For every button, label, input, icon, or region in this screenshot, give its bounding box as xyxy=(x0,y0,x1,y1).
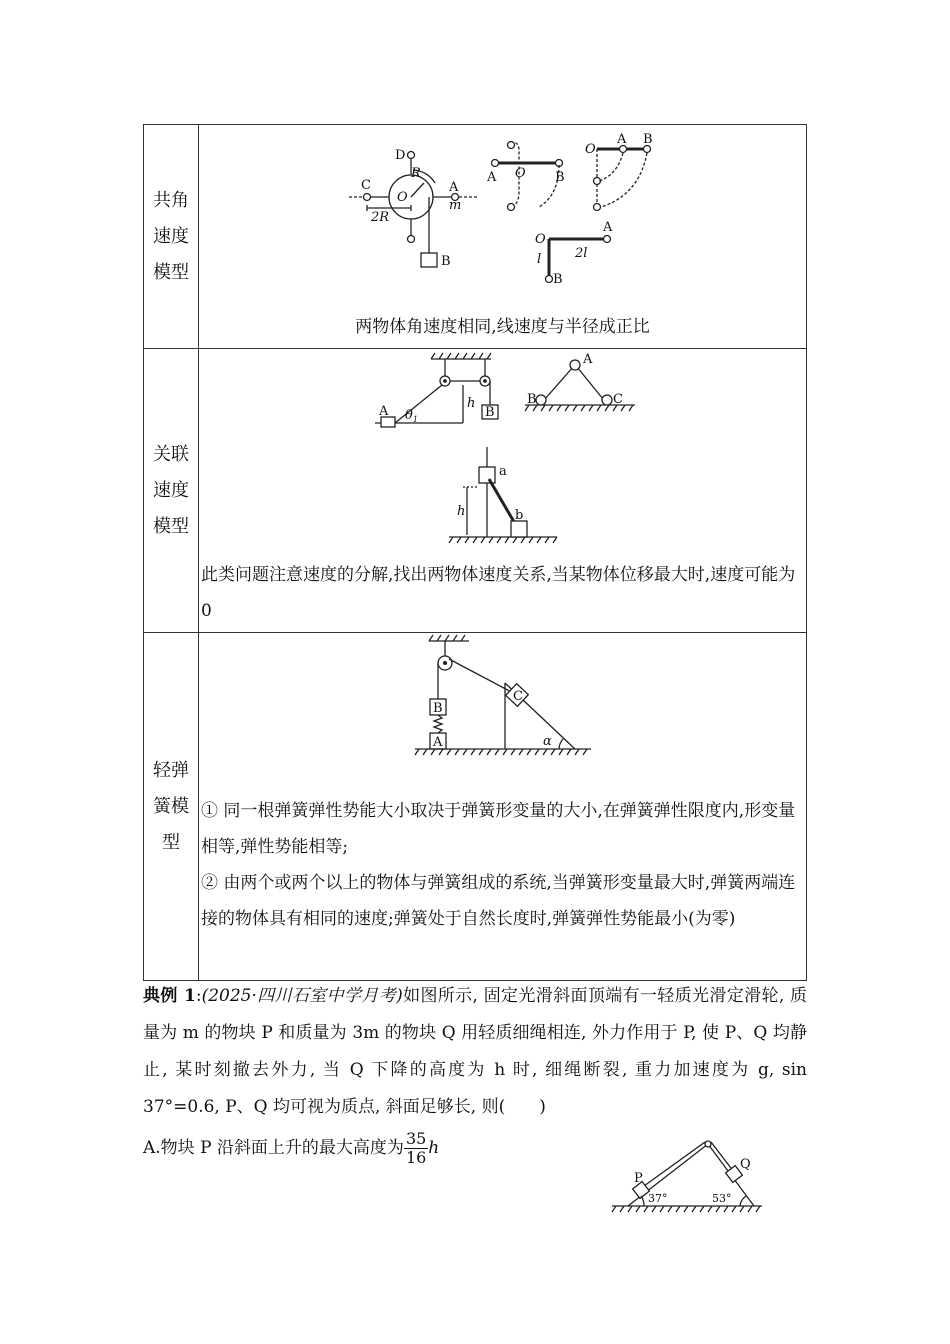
label-b: B xyxy=(643,132,653,147)
label-37: 37° xyxy=(648,1192,668,1205)
fraction xyxy=(404,1130,428,1167)
label-a: A xyxy=(487,170,497,185)
label-b: B xyxy=(485,405,495,420)
label-c: C xyxy=(613,392,623,407)
label-b: B xyxy=(441,254,451,269)
example-heading: 典例 1 xyxy=(143,986,196,1006)
label-b: b xyxy=(515,508,524,523)
label-a: A xyxy=(449,180,459,195)
table-row xyxy=(144,125,807,349)
row-content-cell xyxy=(199,125,807,349)
label-53: 53° xyxy=(712,1192,732,1205)
label-o: O xyxy=(397,190,408,205)
row-description-line: ① 同一根弹簧弹性势能大小取决于弹簧形变量的大小,在弹簧弹性限度内,形变量相等,弹性势能相等; xyxy=(201,801,796,857)
label-c: C xyxy=(361,178,371,193)
label-a: A xyxy=(617,132,627,147)
label-2r: 2R xyxy=(371,210,390,225)
label-b: B xyxy=(527,392,537,407)
example-source: (2025·四川石室中学月考) xyxy=(201,986,403,1006)
label-r: R xyxy=(411,166,421,181)
related-velocity-figure xyxy=(199,349,807,557)
label-b: B xyxy=(433,701,443,716)
label-o: O xyxy=(535,232,546,247)
example-problem: 典例 1:(2025·四川石室中学月考)如图所示, 固定光滑斜面顶端有一轻质光滑定滑轮, 质量为 m 的物块 P 和质量为 3m 的物块 Q 用轻质细绳相连, 外力作用于 P, 使 P、Q 均静止, 某时刻撤去外力, 当 Q 下降的高度为 h 时, 细绳断裂, 重力加速度为 g, sin 37°=0.6, P、Q 均可视为质点, 斜面足够长, 则( ) xyxy=(143,986,807,1117)
row-label-cell xyxy=(144,633,199,981)
label-a: A xyxy=(603,220,613,235)
row-label: 轻弹簧模型 xyxy=(153,759,189,853)
label-a: A xyxy=(379,404,389,419)
label-b: B xyxy=(553,272,563,287)
light-spring-figure xyxy=(199,633,807,793)
label-2l: 2l xyxy=(575,246,588,261)
row-label: 关联速度模型 xyxy=(153,443,189,537)
row-content-cell xyxy=(199,633,807,981)
common-angular-velocity-figure xyxy=(199,125,807,309)
label-theta: $\theta_1$ xyxy=(405,408,418,424)
label-d: D xyxy=(395,148,406,163)
row-description: 此类问题注意速度的分解,找出两物体速度关系,当某物体位移最大时,速度可能为0 xyxy=(201,565,796,621)
row-label-cell xyxy=(144,125,199,349)
label-a: A xyxy=(583,352,593,367)
example-text: 如图所示, 固定光滑斜面顶端有一轻质光滑定滑轮, 质量为 m 的物块 P 和质量为 3m 的物块 Q 用轻质细绳相连, 外力作用于 P, 使 P、Q 均静止, 某时刻撤去外力, 当 Q 下降的高度为 h 时, 细绳断裂, 重力加速度为 g, sin 37°=0.6, P、Q 均可视为质点, 斜面足够长, 则( ) xyxy=(143,986,807,1117)
label-m: m xyxy=(449,198,462,213)
table-row xyxy=(144,633,807,981)
label-a: a xyxy=(499,464,507,479)
table-row xyxy=(144,349,807,633)
fraction-numerator: 35 xyxy=(405,1129,427,1148)
label-o: O xyxy=(585,142,596,157)
row-description: 两物体角速度相同,线速度与半径成正比 xyxy=(355,317,650,337)
option-a xyxy=(143,1130,439,1167)
label-q: Q xyxy=(740,1157,751,1172)
fraction-denominator: 16 xyxy=(405,1148,427,1167)
label-o: O xyxy=(515,166,526,181)
label-c: C xyxy=(513,689,523,704)
label-l: l xyxy=(537,252,542,267)
label-alpha: α xyxy=(543,734,552,749)
label-b: B xyxy=(555,170,565,185)
label-h: h xyxy=(457,504,466,519)
row-description-line: ② 由两个或两个以上的物体与弹簧组成的系统,当弹簧形变量最大时,弹簧两端连接的物体具有相同的速度;弹簧处于自然长度时,弹簧弹性势能最小(为零) xyxy=(201,873,796,929)
model-table xyxy=(143,124,807,981)
example-incline-figure xyxy=(608,1130,768,1222)
label-h: h xyxy=(467,396,476,411)
option-a-prefix: A.物块 P 沿斜面上升的最大高度为 xyxy=(143,1138,404,1158)
row-label: 共角速度模型 xyxy=(153,189,189,283)
label-p: P xyxy=(634,1171,643,1186)
row-content-cell xyxy=(199,349,807,633)
row-label-cell xyxy=(144,349,199,633)
label-a: A xyxy=(433,735,443,750)
option-a-suffix: h xyxy=(428,1138,440,1158)
